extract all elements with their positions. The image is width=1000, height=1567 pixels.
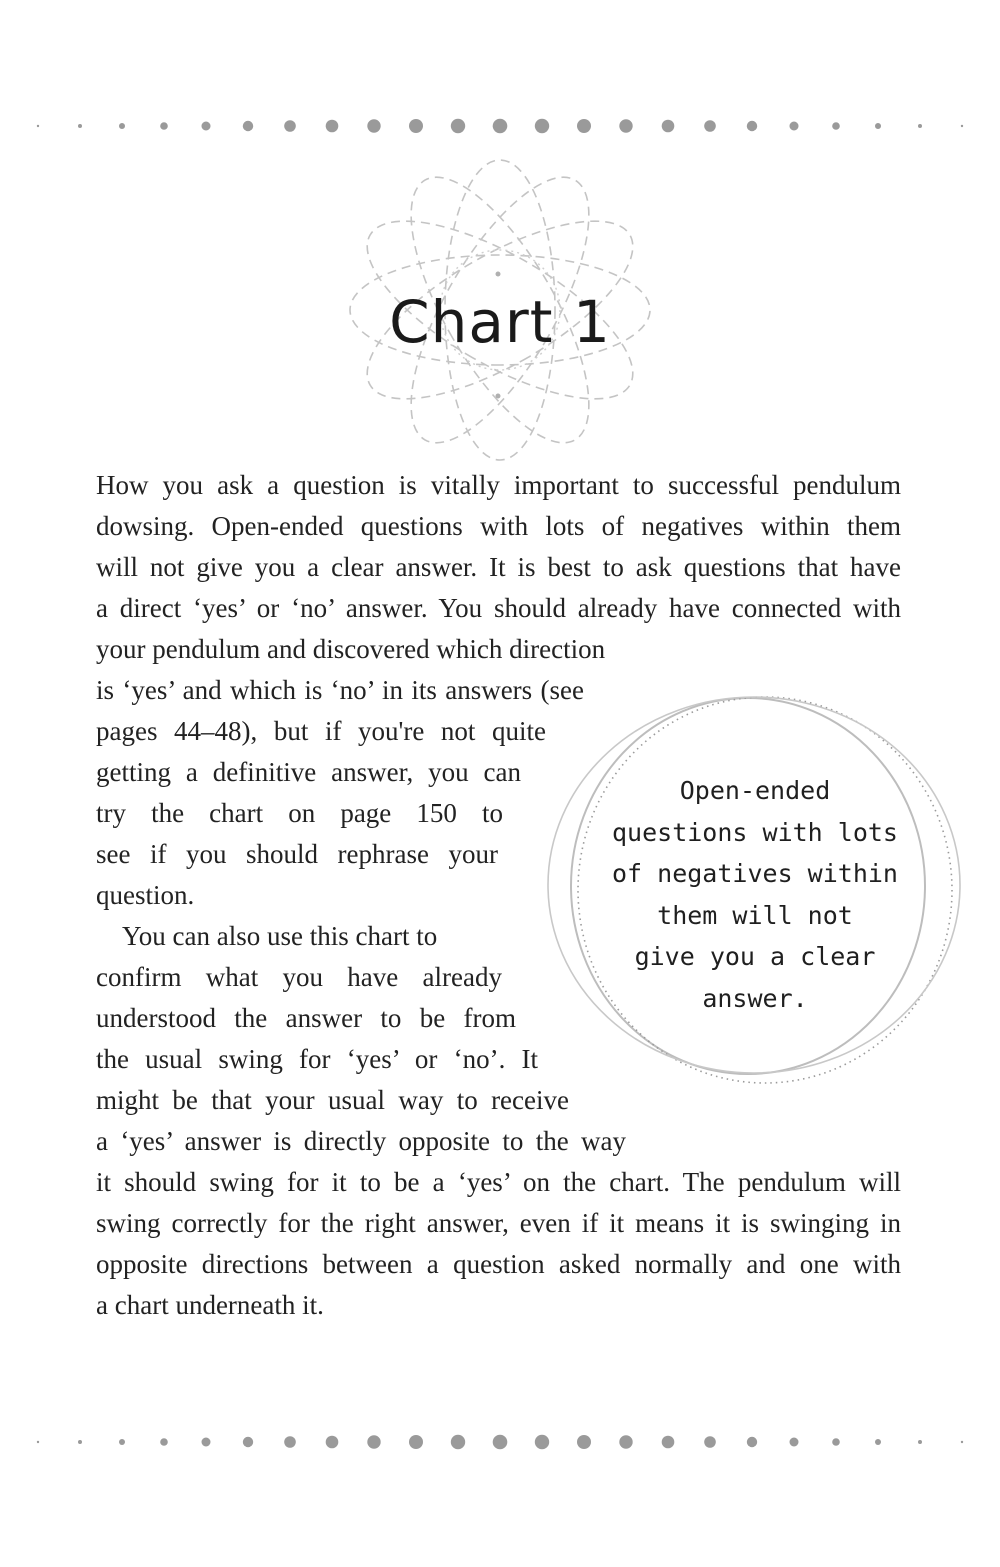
body-line-3: will not give you a clear answer. It is best to ask questions that have (96, 552, 901, 582)
pull-quote (600, 770, 910, 1019)
body-line-2: dowsing. Open-ended questions with lots of negatives within them (96, 511, 901, 541)
top-dot-divider (0, 116, 1000, 136)
pull-quote-line-3: of negatives within (612, 859, 898, 888)
body-line-9: try the chart on page 150 to (96, 798, 503, 828)
body-line-11: question. (96, 880, 195, 910)
body-line-14: understood the answer to be from (96, 1003, 516, 1033)
body-line-5: your pendulum and discovered which direction (96, 634, 606, 664)
pull-quote-line-5: give you a clear (634, 942, 876, 971)
body-line-10: see if you should rephrase your (96, 839, 498, 869)
pull-quote-line-4: them will not (657, 900, 853, 930)
body-line-6: is ‘yes’ and which is ‘no’ in its answers (see (96, 675, 584, 705)
body-line-21: a chart underneath it. (96, 1290, 324, 1320)
body-line-13: confirm what you have already (96, 962, 502, 992)
body-line-7: pages 44–48), but if you're not quite (96, 716, 546, 746)
body-line-1: How you ask a question is vitally important to successful pendulum (96, 470, 901, 500)
pull-quote-line-2: questions with lots (612, 817, 898, 847)
body-line-20: opposite directions between a question asked normally and one with (96, 1249, 901, 1279)
pull-quote-line-6: answer. (702, 983, 808, 1013)
body-line-16: might be that your usual way to receive (96, 1085, 569, 1115)
body-line-15: the usual swing for ‘yes’ or ‘no’. It (96, 1044, 538, 1074)
body-line-19: swing correctly for the right answer, even if it means it is swinging in (96, 1208, 901, 1238)
page-title: Chart 1 (389, 288, 611, 356)
body-line-8: getting a definitive answer, you can (96, 757, 521, 787)
body-line-18: it should swing for it to be a ‘yes’ on the chart. The pendulum will (96, 1167, 901, 1197)
body-line-12: You can also use this chart to (96, 921, 438, 951)
pull-quote-line-1: Open-ended (679, 776, 831, 805)
body-line-4: a direct ‘yes’ or ‘no’ answer. You should already have connected with (96, 593, 901, 623)
body-line-17: a ‘yes’ answer is directly opposite to the way (96, 1126, 626, 1156)
bottom-dot-divider (0, 1432, 1000, 1452)
